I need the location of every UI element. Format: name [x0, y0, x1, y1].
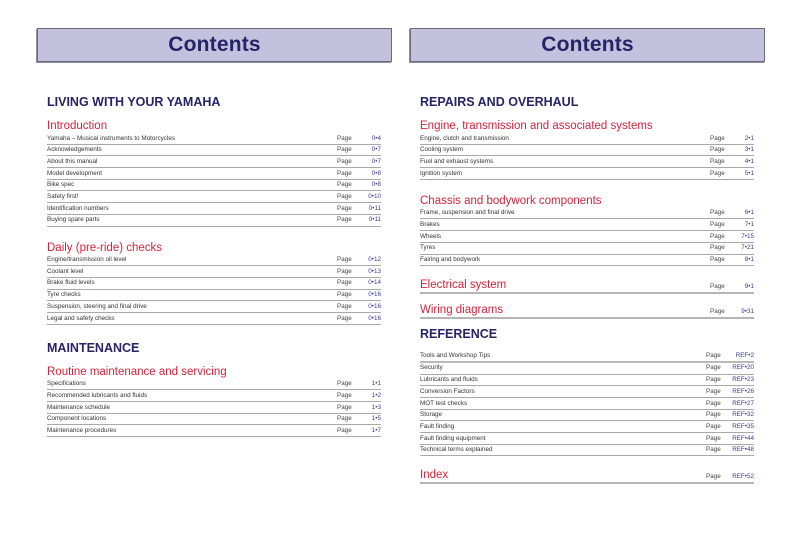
- entry-label: Buying spare parts: [47, 216, 100, 224]
- contents-title-box: [410, 28, 765, 62]
- entry-page-word: Page: [710, 308, 725, 316]
- toc-entry[interactable]: [420, 386, 754, 398]
- entry-page-word: Page: [710, 244, 725, 252]
- toc-entry[interactable]: [47, 255, 381, 267]
- toc-right: [420, 93, 754, 484]
- entry-page-number[interactable]: 3•1: [744, 146, 754, 154]
- entry-page-number[interactable]: 7•21: [741, 244, 754, 252]
- entry-page-word: Page: [706, 434, 721, 442]
- toc-section-daily-checks: [47, 241, 381, 325]
- entry-page-word: Page: [337, 204, 352, 212]
- entry-page-number[interactable]: 0•10: [368, 193, 381, 201]
- entry-page-number[interactable]: 1•1: [371, 380, 381, 388]
- entry-label: Engine/transmission oil level: [47, 256, 127, 264]
- entry-label: Model development: [47, 169, 102, 177]
- entry-label: Bike spec: [47, 181, 75, 189]
- entry-page-number[interactable]: 9•1: [744, 283, 754, 291]
- entry-label: Yamaha – Musical instruments to Motorcycles: [47, 134, 175, 142]
- entry-page-word: Page: [337, 391, 352, 399]
- toc-entry[interactable]: [47, 278, 381, 290]
- entry-page-word: Page: [710, 169, 725, 177]
- entry-page-number[interactable]: 0•12: [368, 256, 381, 264]
- toc-entry[interactable]: [47, 414, 381, 426]
- toc-section-wiring-diagrams[interactable]: [420, 302, 754, 319]
- toc-entry[interactable]: [47, 290, 381, 302]
- entry-page-number[interactable]: 9•31: [741, 308, 754, 316]
- entry-page-word: Page: [710, 232, 725, 240]
- entry-page-number[interactable]: REF•32: [732, 411, 754, 419]
- entry-label: Brake fluid levels: [47, 279, 95, 287]
- entry-page-word: Page: [706, 376, 721, 384]
- toc-entry[interactable]: [420, 350, 754, 363]
- entry-label: Coolant level: [47, 267, 84, 275]
- part-heading: LIVING WITH YOUR YAMAHA: [47, 95, 221, 109]
- entry-page-word: Page: [337, 216, 352, 224]
- entry-label: Tools and Workshop Tips: [420, 351, 491, 359]
- toc-entry[interactable]: [47, 191, 381, 203]
- entry-page-number[interactable]: 0•8: [371, 181, 381, 189]
- toc-entry[interactable]: [420, 231, 754, 243]
- toc-entry[interactable]: [420, 168, 754, 180]
- entry-page-number[interactable]: 8•1: [744, 256, 754, 264]
- entry-page-word: Page: [337, 157, 352, 165]
- entry-page-word: Page: [706, 351, 721, 359]
- entry-page-word: Page: [337, 134, 352, 142]
- section-heading: Wiring diagrams: [420, 304, 504, 317]
- entry-label: Fuel and exhaust systems: [420, 157, 494, 165]
- entry-page-word: Page: [710, 209, 725, 217]
- toc-entry[interactable]: [420, 133, 754, 145]
- entry-page-word: Page: [710, 256, 725, 264]
- entry-page-word: Page: [337, 193, 352, 201]
- entry-label: Safety first!: [47, 193, 79, 201]
- toc-entry[interactable]: [47, 379, 381, 391]
- section-heading: Electrical system: [420, 279, 507, 292]
- toc-entry[interactable]: [420, 145, 754, 157]
- entry-label: Suspension, steering and final drive: [47, 302, 147, 310]
- section-heading[interactable]: Chassis and bodywork components: [420, 194, 602, 207]
- section-heading: Index: [420, 469, 449, 482]
- entry-page-word: Page: [337, 146, 352, 154]
- entry-page-word: Page: [337, 267, 352, 275]
- toc-section-index[interactable]: [420, 467, 754, 484]
- toc-entry[interactable]: [420, 156, 754, 168]
- entry-page-number[interactable]: 0•16: [368, 314, 381, 322]
- entry-page-number[interactable]: 0•13: [368, 267, 381, 275]
- section-heading[interactable]: Engine, transmission and associated systems: [420, 120, 653, 132]
- entry-label: Specifications: [47, 380, 86, 388]
- entry-label: Maintenance procedures: [47, 426, 117, 434]
- entry-label: Conversion Factors: [420, 387, 475, 395]
- entry-page-number[interactable]: 2•1: [744, 134, 754, 142]
- entry-page-word: Page: [710, 146, 725, 154]
- entry-page-word: Page: [706, 399, 721, 407]
- entry-page-word: Page: [337, 314, 352, 322]
- entry-label: Wheels: [420, 232, 441, 240]
- entry-page-word: Page: [337, 302, 352, 310]
- entry-label: Fault finding: [420, 422, 455, 430]
- entry-page-word: Page: [337, 380, 352, 388]
- entry-label: Frame, suspension and final drive: [420, 209, 515, 217]
- entry-page-number[interactable]: REF•27: [732, 399, 754, 407]
- entry-page-word: Page: [706, 446, 721, 454]
- toc-entry[interactable]: [420, 410, 754, 422]
- toc-entry[interactable]: [47, 425, 381, 437]
- contents-title-box: [37, 28, 392, 62]
- part-heading: REPAIRS AND OVERHAUL: [420, 95, 579, 109]
- entry-label: Lubricants and fluids: [420, 376, 478, 384]
- entry-page-word: Page: [706, 422, 721, 430]
- entry-page-number[interactable]: 0•16: [368, 291, 381, 299]
- entry-page-number[interactable]: REF•23: [732, 376, 754, 384]
- toc-entry[interactable]: [47, 145, 381, 157]
- contents-title: Contents: [541, 33, 634, 56]
- toc-entry[interactable]: [420, 398, 754, 410]
- entry-page-word: Page: [706, 387, 721, 395]
- entry-page-word: Page: [710, 283, 725, 291]
- toc-section-engine: [420, 119, 754, 180]
- entry-page-number[interactable]: 0•14: [368, 279, 381, 287]
- toc-entry[interactable]: [47, 203, 381, 215]
- entry-page-number[interactable]: 4•1: [744, 157, 754, 165]
- section-heading[interactable]: Routine maintenance and servicing: [47, 365, 227, 378]
- entry-page-number[interactable]: 0•16: [368, 302, 381, 310]
- entry-page-number[interactable]: 0•4: [371, 134, 381, 142]
- toc-entry[interactable]: [47, 390, 381, 402]
- entry-label: About this manual: [47, 157, 98, 165]
- part-heading: REFERENCE: [420, 327, 498, 342]
- entry-label: Fault finding equipment: [420, 434, 486, 442]
- entry-label: Technical terms explained: [420, 446, 493, 454]
- entry-page-word: Page: [337, 169, 352, 177]
- entry-page-number[interactable]: 7•15: [741, 232, 754, 240]
- toc-entry[interactable]: [420, 219, 754, 231]
- entry-page-number[interactable]: REF•26: [732, 387, 754, 395]
- entry-page-word: Page: [337, 426, 352, 434]
- toc-section-electrical[interactable]: [420, 277, 754, 294]
- entry-label: Component locations: [47, 415, 107, 423]
- entry-label: Brakes: [420, 221, 440, 229]
- entry-page-word: Page: [710, 157, 725, 165]
- entry-page-number[interactable]: 0•7: [371, 157, 381, 165]
- entry-page-word: Page: [706, 364, 721, 372]
- entry-label: Identification numbers: [47, 204, 109, 212]
- entry-page-word: Page: [337, 256, 352, 264]
- entry-page-word: Page: [706, 473, 721, 481]
- part-heading: MAINTENANCE: [47, 340, 140, 355]
- entry-page-number[interactable]: 1•3: [371, 403, 381, 411]
- entry-label: Ignition system: [420, 169, 462, 177]
- toc-left: [47, 93, 381, 437]
- entry-page-number[interactable]: 1•5: [371, 415, 381, 423]
- toc-entry[interactable]: [420, 363, 754, 375]
- entry-label: Storage: [420, 411, 443, 419]
- toc-entry[interactable]: [47, 156, 381, 168]
- toc-entry[interactable]: [420, 243, 754, 255]
- entry-page-number[interactable]: 0•7: [371, 146, 381, 154]
- toc-entry[interactable]: [420, 208, 754, 220]
- contents-title: Contents: [168, 33, 261, 56]
- entry-page-word: Page: [710, 221, 725, 229]
- entry-label: Maintenance schedule: [47, 403, 111, 411]
- entry-page-number[interactable]: 1•2: [371, 391, 381, 399]
- entry-page-word: Page: [337, 181, 352, 189]
- entry-page-number[interactable]: 7•1: [744, 221, 754, 229]
- entry-page-word: Page: [337, 415, 352, 423]
- entry-page-number[interactable]: 1•7: [371, 426, 381, 434]
- toc-entry[interactable]: [420, 421, 754, 433]
- toc-entry[interactable]: [47, 301, 381, 313]
- entry-label: Engine, clutch and transmission: [420, 134, 509, 142]
- entry-page-word: Page: [337, 291, 352, 299]
- toc-entry[interactable]: [420, 375, 754, 387]
- entry-label: Acknowledgements: [47, 146, 102, 154]
- entry-page-word: Page: [337, 279, 352, 287]
- entry-label: Tyre checks: [47, 291, 81, 299]
- entry-page-number[interactable]: 6•1: [744, 209, 754, 217]
- entry-label: Tyres: [420, 244, 436, 252]
- toc-entry[interactable]: [47, 266, 381, 278]
- entry-label: MOT test checks: [420, 399, 468, 407]
- entry-page-number[interactable]: REF•48: [732, 446, 754, 454]
- toc-entry[interactable]: [420, 433, 754, 445]
- toc-entry[interactable]: [47, 402, 381, 414]
- entry-page-word: Page: [706, 411, 721, 419]
- entry-label: Security: [420, 364, 443, 372]
- entry-page-word: Page: [710, 134, 725, 142]
- toc-entry[interactable]: [47, 133, 381, 145]
- entry-page-number[interactable]: 0•11: [368, 204, 381, 212]
- entry-page-number[interactable]: 5•1: [744, 169, 754, 177]
- entry-page-number[interactable]: 0•8: [371, 169, 381, 177]
- entry-label: Fairing and bodywork: [420, 256, 481, 264]
- entry-page-number[interactable]: REF•20: [732, 364, 754, 372]
- section-heading[interactable]: Introduction: [47, 120, 108, 132]
- section-heading[interactable]: Daily (pre-ride) checks: [47, 241, 163, 254]
- entry-page-number[interactable]: REF•35: [732, 422, 754, 430]
- entry-page-word: Page: [337, 403, 352, 411]
- toc-entry[interactable]: [47, 313, 381, 325]
- toc-section-chassis: [420, 194, 754, 266]
- toc-section-reference: [420, 350, 754, 456]
- entry-page-number[interactable]: REF•44: [732, 434, 754, 442]
- toc-entry[interactable]: [420, 445, 754, 457]
- toc-section-routine-maintenance: [47, 365, 381, 437]
- entry-page-number[interactable]: REF•2: [735, 351, 754, 359]
- toc-entry[interactable]: [420, 255, 754, 267]
- entry-label: Recommended lubricants and fluids: [47, 391, 148, 399]
- entry-page-number[interactable]: REF•52: [732, 473, 754, 481]
- entry-page-number[interactable]: 0•11: [368, 216, 381, 224]
- entry-label: Cooling system: [420, 146, 464, 154]
- toc-entry[interactable]: [47, 180, 381, 192]
- toc-entry[interactable]: [47, 215, 381, 227]
- entry-label: Legal and safety checks: [47, 314, 115, 322]
- toc-section-introduction: [47, 119, 381, 227]
- toc-entry[interactable]: [47, 168, 381, 180]
